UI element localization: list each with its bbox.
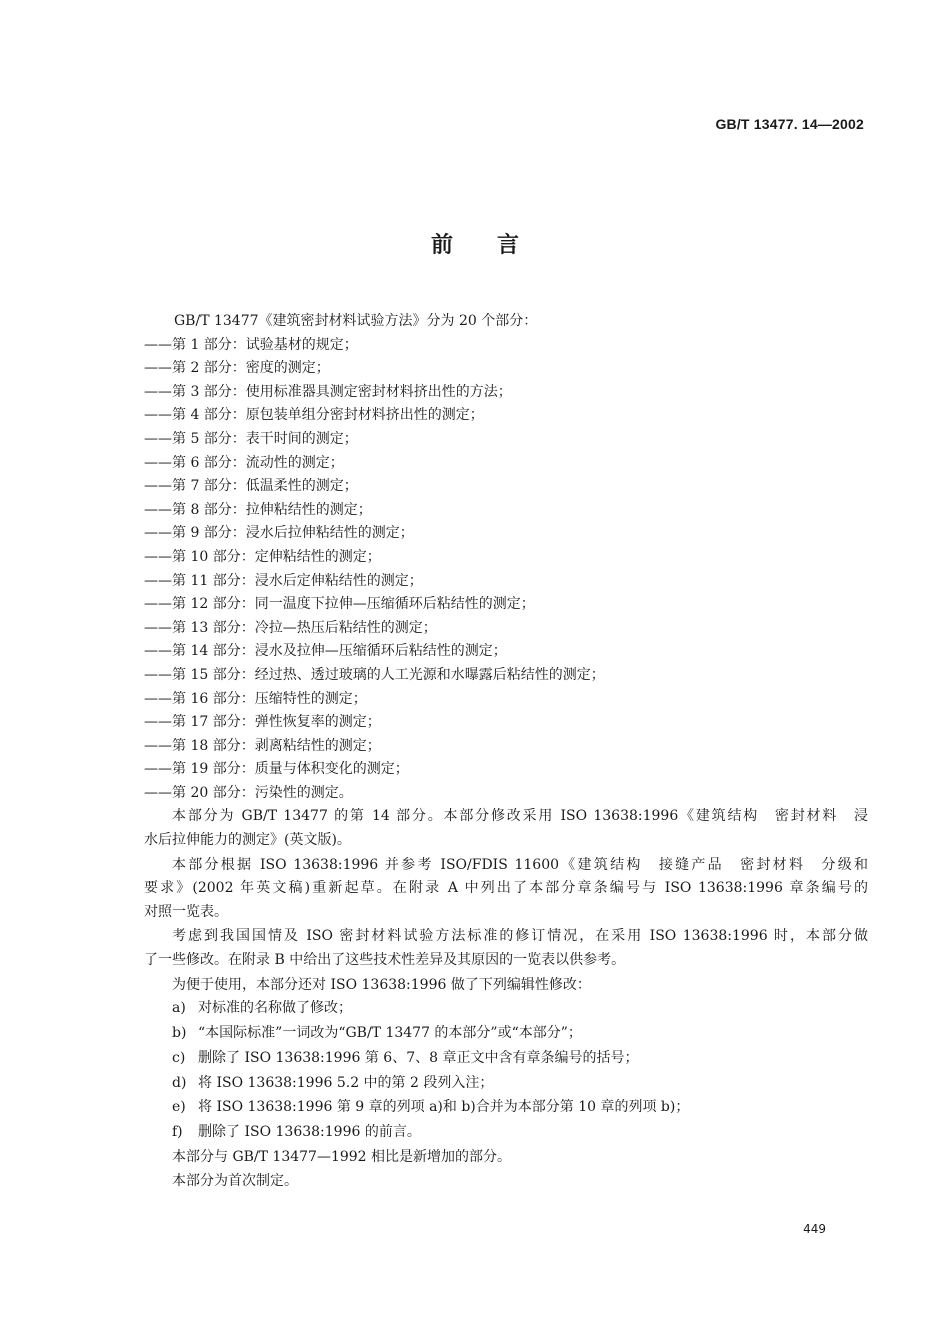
paragraph-line: 考虑到我国国情及 ISO 密封材料试验方法标准的修订情况，在采用 ISO 13638:1996 时，本部分做 [172, 928, 868, 945]
list-item-text: 删除了 ISO 13638:1996 的前言。 [198, 1124, 421, 1141]
intro-line: GB/T 13477《建筑密封材料试验方法》分为 20 个部分： [174, 313, 538, 329]
list-item [144, 1047, 868, 1071]
page-number: 449 [803, 1222, 826, 1236]
list-item: ——第 8 部分：拉伸粘结性的测定； [144, 501, 372, 518]
list-item-label: c) [172, 1049, 186, 1066]
paragraph-line: 本部分为 GB/T 13477 的第 14 部分。本部分修改采用 ISO 13638:1996《建筑结构 密封材料 浸 [172, 808, 868, 825]
list-item [144, 1096, 868, 1120]
list-item: ——第 9 部分：浸水后拉伸粘结性的测定； [144, 525, 414, 542]
list-item: ——第 19 部分：质量与体积变化的测定； [144, 761, 409, 778]
closing-line: 本部分与 GB/T 13477—1992 相比是新增加的部分。 [172, 1148, 512, 1165]
list-item: ——第 17 部分：弹性恢复率的测定； [144, 714, 381, 731]
edit-intro: 为便于使用，本部分还对 ISO 13638:1996 做了下列编辑性修改： [172, 976, 591, 993]
list-item [144, 997, 868, 1021]
list-item: ——第 20 部分：污染性的测定。 [144, 784, 353, 801]
list-item: ——第 15 部分：经过热、透过玻璃的人工光源和水曝露后粘结性的测定； [144, 666, 605, 683]
list-item-label: a) [172, 1000, 186, 1017]
list-item: ——第 5 部分：表干时间的测定； [144, 430, 358, 447]
list-item [144, 1072, 868, 1096]
parts-list [144, 334, 868, 806]
list-item: ——第 10 部分：定伸粘结性的测定； [144, 548, 381, 565]
paragraph-modifications [144, 925, 868, 972]
list-item-text: 将 ISO 13638:1996 5.2 中的第 2 段列入注； [198, 1074, 494, 1091]
list-item-text: 对标准的名称做了修改； [198, 1000, 352, 1017]
document-body [144, 310, 868, 1193]
page-title: 前言 [430, 233, 563, 258]
list-item: ——第 6 部分：流动性的测定； [144, 454, 344, 471]
list-item: ——第 3 部分：使用标准器具测定密封材料挤出性的方法； [144, 383, 512, 400]
list-item: ——第 16 部分：压缩特性的测定； [144, 690, 367, 707]
list-item-label: d) [172, 1074, 187, 1091]
list-item-label: e) [172, 1099, 186, 1116]
list-item-text: 删除了 ISO 13638:1996 第 6、7、8 章正文中含有章条编号的括号； [198, 1049, 639, 1066]
paragraph-basis [144, 854, 868, 925]
edits-list [144, 997, 868, 1145]
paragraph-line: 本部分根据 ISO 13638:1996 并参考 ISO/FDIS 11600《建筑结构 接缝产品 密封材料 分级和 [172, 856, 868, 873]
list-item: ——第 12 部分：同一温度下拉伸—压缩循环后粘结性的测定； [144, 596, 535, 613]
paragraph-line: 了一些修改。在附录 B 中给出了这些技术性差异及其原因的一览表以供参考。 [144, 952, 626, 969]
list-item-label: b) [172, 1025, 187, 1041]
standard-code: GB/T 13477. 14—2002 [715, 116, 864, 132]
list-item-text: “本国际标准”一词改为“GB/T 13477 的本部分”或“本部分”； [198, 1025, 582, 1041]
list-item: ——第 7 部分：低温柔性的测定； [144, 478, 358, 495]
list-item: ——第 14 部分：浸水及拉伸—压缩循环后粘结性的测定； [144, 643, 507, 660]
list-item: ——第 18 部分：剥离粘结性的测定； [144, 737, 381, 754]
list-item-label: f) [172, 1124, 183, 1141]
list-item: ——第 4 部分：原包装单组分密封材料挤出性的测定； [144, 407, 484, 424]
closing-line: 本部分为首次制定。 [172, 1172, 298, 1189]
list-item [144, 1121, 868, 1145]
list-item [144, 1022, 868, 1046]
list-item-text: 将 ISO 13638:1996 第 9 章的列项 a)和 b)合并为本部分第 10 章的列项 b)； [198, 1099, 690, 1116]
paragraph-line: 要求》(2002 年英文稿)重新起草。在附录 A 中列出了本部分章条编号与 ISO 13638:1996 章条编号的 [144, 880, 868, 897]
list-item: ——第 11 部分：浸水后定伸粘结性的测定； [144, 572, 423, 589]
list-item: ——第 13 部分：冷拉—热压后粘结性的测定； [144, 619, 437, 636]
paragraph-line: 对照一览表。 [144, 903, 228, 920]
paragraph-line: 水后拉伸能力的测定》(英文版)。 [144, 832, 351, 849]
list-item: ——第 2 部分：密度的测定； [144, 360, 330, 377]
paragraph-scope [144, 805, 868, 852]
list-item: ——第 1 部分：试验基材的规定； [144, 336, 358, 353]
